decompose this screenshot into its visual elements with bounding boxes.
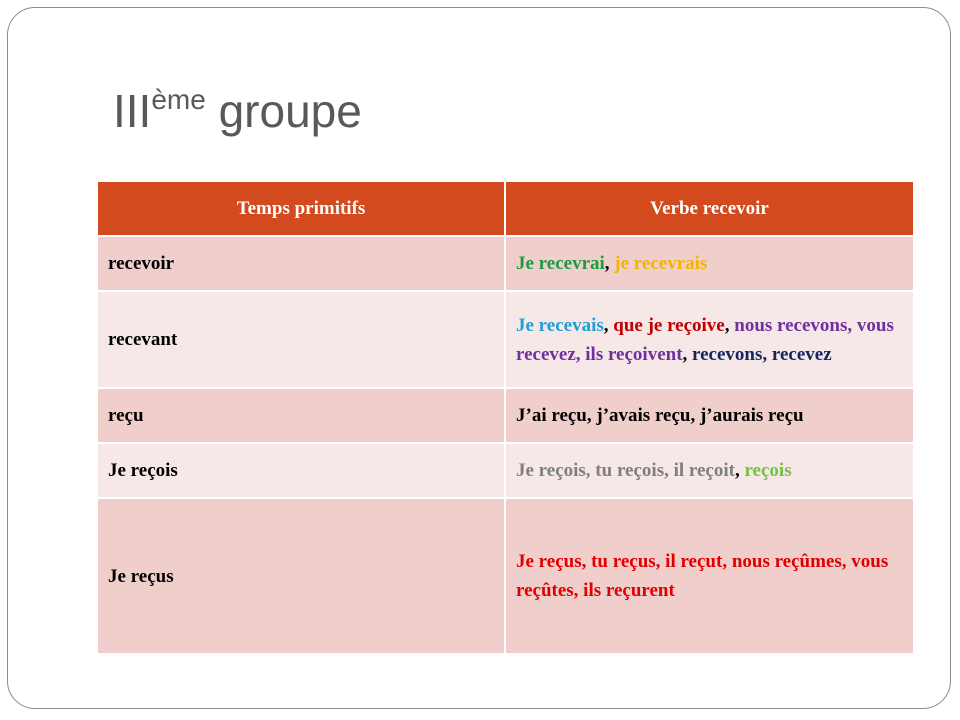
verb-form-segment: reçois bbox=[744, 460, 792, 481]
primitive-cell: recevant bbox=[97, 291, 505, 388]
header-primitive-tenses: Temps primitifs bbox=[97, 181, 505, 236]
title-main: III bbox=[113, 85, 152, 137]
verb-form-segment: J’ai reçu, j’avais reçu, j’aurais reçu bbox=[516, 405, 804, 426]
verb-form-segment: nous recevons, vous recevez, ils reçoivent bbox=[516, 314, 899, 365]
header-verb-recevoir: Verbe recevoir bbox=[505, 181, 914, 236]
verb-form-segment: , bbox=[724, 314, 735, 336]
table-row bbox=[97, 291, 914, 388]
verb-form-segment: Je recevrai bbox=[516, 253, 605, 274]
title-rest: groupe bbox=[205, 85, 362, 137]
forms-cell bbox=[505, 443, 914, 498]
primitive-cell: reçu bbox=[97, 388, 505, 443]
table-header-row bbox=[97, 181, 914, 236]
table-row bbox=[97, 236, 914, 291]
verb-form-segment: Je reçois, tu reçois, il reçoit bbox=[516, 460, 735, 481]
verb-form-segment: que je reçoive bbox=[613, 314, 725, 336]
table-row bbox=[97, 388, 914, 443]
verb-form-segment: , bbox=[734, 460, 745, 481]
table-row bbox=[97, 443, 914, 498]
primitive-cell: Je reçois bbox=[97, 443, 505, 498]
verb-form-segment: , bbox=[604, 253, 615, 274]
slide-title bbox=[113, 83, 362, 137]
conjugation-table bbox=[96, 180, 915, 655]
forms-cell bbox=[505, 498, 914, 654]
forms-cell bbox=[505, 236, 914, 291]
verb-form-segment: recevons, recevez bbox=[692, 343, 832, 365]
title-superscript: ème bbox=[151, 83, 206, 115]
verb-form-segment: , bbox=[603, 314, 614, 336]
verb-form-segment: , bbox=[682, 343, 693, 365]
primitive-cell: Je reçus bbox=[97, 498, 505, 654]
forms-cell bbox=[505, 388, 914, 443]
verb-form-segment: Je reçus, tu reçus, il reçut, nous reçûmes, vous reçûtes, ils reçurent bbox=[516, 551, 893, 601]
primitive-cell: recevoir bbox=[97, 236, 505, 291]
forms-cell bbox=[505, 291, 914, 388]
table-row bbox=[97, 498, 914, 654]
verb-form-segment: je recevrais bbox=[614, 253, 708, 274]
verb-form-segment: Je recevais bbox=[516, 314, 604, 336]
